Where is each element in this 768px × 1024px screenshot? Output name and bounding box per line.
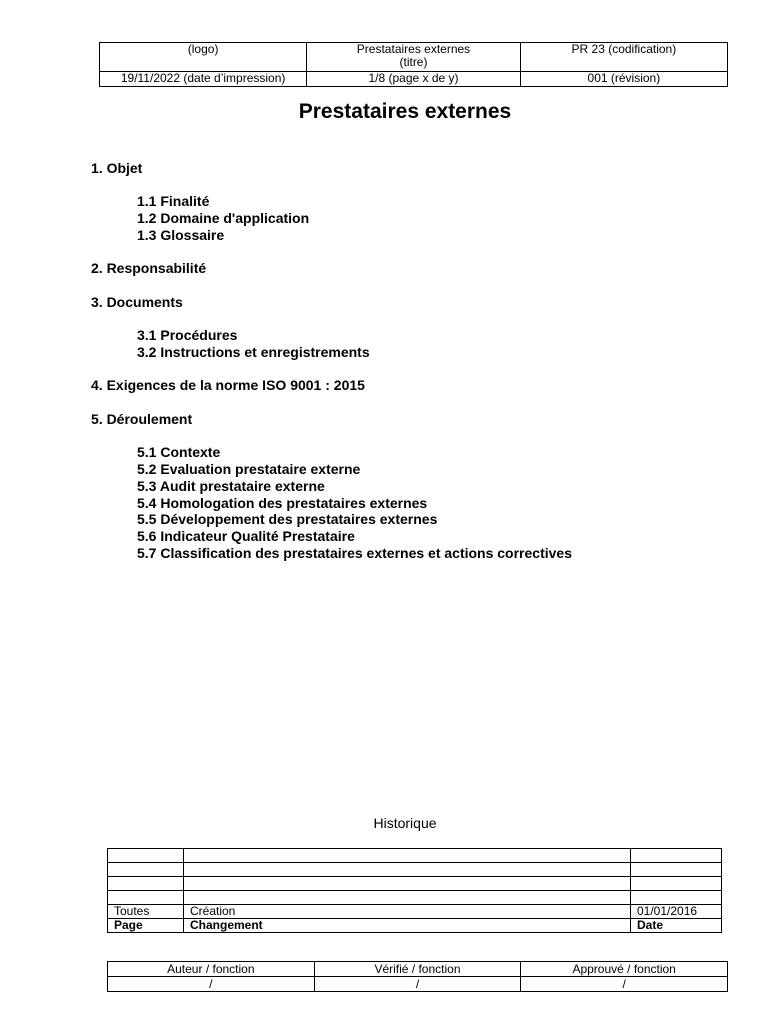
history-change-cell <box>184 877 631 891</box>
table-row <box>108 877 722 891</box>
table-row <box>108 849 722 863</box>
toc-subitem: 5.2 Evaluation prestataire externe <box>137 460 361 477</box>
toc-item: 4. Exigences de la norme ISO 9001 : 2015 <box>91 377 365 394</box>
signature-header-row <box>108 962 728 977</box>
history-date-cell <box>631 863 722 877</box>
history-page-cell <box>108 891 184 905</box>
approved-value: / <box>521 977 728 992</box>
toc-item: 5. Déroulement <box>91 410 193 427</box>
table-row <box>108 863 722 877</box>
approved-header: Approuvé / fonction <box>521 962 728 977</box>
document-title: Prestataires externes <box>298 100 512 123</box>
print-date-cell: 19/11/2022 (date d’impression) <box>100 72 307 87</box>
toc-subitem: 5.5 Développement des prestataires externes <box>137 511 438 528</box>
history-table <box>107 848 722 933</box>
signature-value-row <box>108 977 728 992</box>
toc-item: 1. Objet <box>91 160 143 176</box>
author-header: Auteur / fonction <box>108 962 315 977</box>
history-change-cell <box>184 863 631 877</box>
logo-cell: (logo) <box>100 43 307 72</box>
history-date-cell <box>631 877 722 891</box>
history-change-cell <box>184 849 631 863</box>
toc-item: 2. Responsabilité <box>91 260 207 277</box>
toc-subitem: 5.7 Classification des prestataires externes et actions correctives <box>137 544 572 561</box>
toc-subitem: 1.1 Finalité <box>137 193 210 210</box>
toc-subitem: 1.2 Domaine d'application <box>137 210 310 227</box>
toc-subitem: 5.4 Homologation des prestataires externes <box>137 494 428 511</box>
history-date-cell: 01/01/2016 <box>631 905 722 919</box>
toc-item: 3. Documents <box>91 293 183 310</box>
code-cell: PR 23 (codification) <box>520 43 727 72</box>
revision-cell: 001 (révision) <box>520 72 727 87</box>
history-change-cell: Création <box>184 905 631 919</box>
history-date-header: Date <box>631 919 722 933</box>
table-of-contents <box>91 160 572 562</box>
history-label: Historique <box>373 815 437 831</box>
history-change-header: Changement <box>184 919 631 933</box>
table-row <box>108 891 722 905</box>
toc-subitem: 5.3 Audit prestataire externe <box>137 477 325 494</box>
title-cell <box>307 43 521 72</box>
history-page-header: Page <box>108 919 184 933</box>
toc-subitem: 5.6 Indicateur Qualité Prestataire <box>137 528 355 545</box>
history-page-cell <box>108 863 184 877</box>
history-change-cell <box>184 891 631 905</box>
page-number-cell: 1/8 (page x de y) <box>307 72 521 87</box>
history-page-cell <box>108 849 184 863</box>
verified-value: / <box>314 977 521 992</box>
history-page-cell: Toutes <box>108 905 184 919</box>
history-date-cell <box>631 849 722 863</box>
signature-table <box>107 961 728 992</box>
history-date-cell <box>631 891 722 905</box>
history-page-cell <box>108 877 184 891</box>
title-line: Prestataires externes <box>356 42 471 56</box>
table-row <box>108 905 722 919</box>
toc-subitem: 5.1 Contexte <box>137 444 221 461</box>
toc-subitem: 3.2 Instructions et enregistrements <box>137 343 370 360</box>
document-header-table <box>99 42 728 87</box>
verified-header: Vérifié / fonction <box>314 962 521 977</box>
title-hint: (titre) <box>399 55 428 69</box>
toc-subitem: 3.1 Procédures <box>137 327 238 344</box>
history-header-row <box>108 919 722 933</box>
author-value: / <box>108 977 315 992</box>
toc-subitem: 1.3 Glossaire <box>137 226 225 243</box>
